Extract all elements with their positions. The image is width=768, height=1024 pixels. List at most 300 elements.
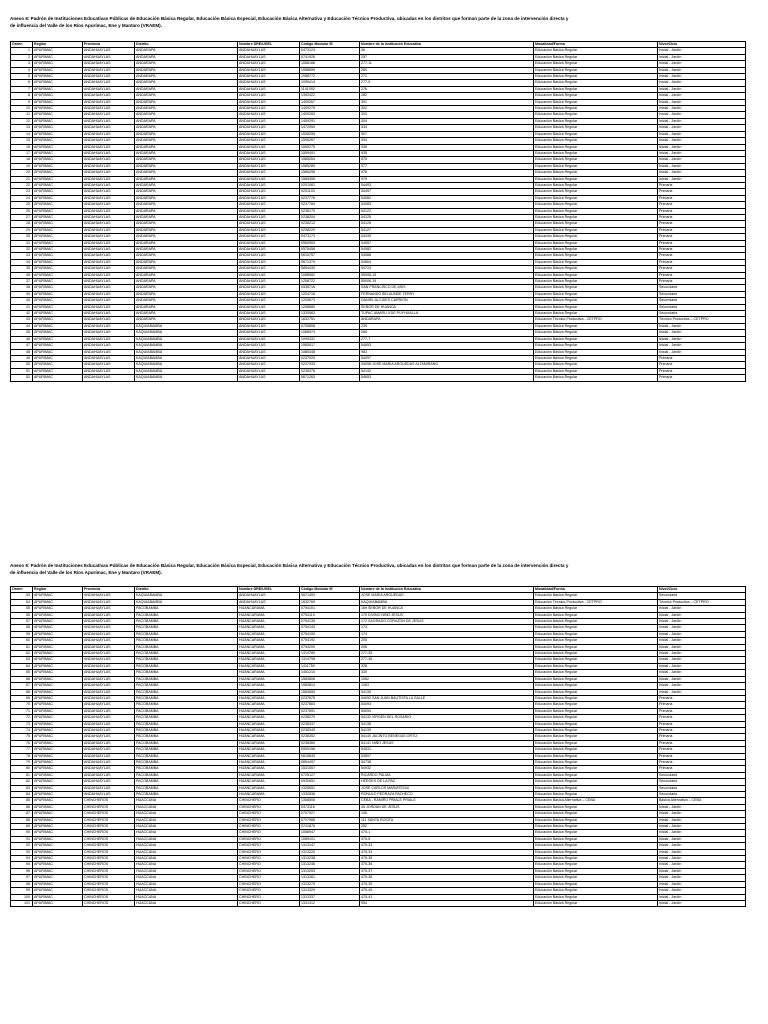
cell-nombre-ie: 174 (360, 631, 534, 637)
cell-provincia: ANDAHUAYLAS (83, 298, 135, 304)
cell-dre-ugel: HUANCARAMA (238, 792, 300, 798)
cell-region: APURIMAC (33, 785, 83, 791)
cell-modalidad: Educación Básica Regular (534, 247, 658, 253)
cell-orden: 92 (11, 843, 33, 849)
cell-provincia: ANDAHUAYLAS (83, 195, 135, 201)
cell-modalidad: Educación Básica Regular (534, 67, 658, 73)
cell-codigo-modular: 1330836 (300, 792, 360, 798)
cell-provincia: ANDAHUAYLAS (83, 753, 135, 759)
cell-modalidad: Educación Técnico-Productiva - CETPRO (534, 599, 658, 605)
cell-modalidad: Educación Básica Regular (534, 663, 658, 669)
cell-nombre-ie: 54557 (360, 240, 534, 246)
cell-nombre-ie: 1062 (360, 676, 534, 682)
cell-orden: 45 (11, 330, 33, 336)
cell-region: APURIMAC (33, 368, 83, 374)
cell-nivel-ciclo: Inicial - Jardín (658, 900, 746, 906)
cell-nombre-ie: 169 SEÑOR DE HUANCA (360, 606, 534, 612)
cell-nombre-ie: 54493 (360, 182, 534, 188)
cell-codigo-modular: 0754101 (300, 606, 360, 612)
cell-modalidad: Educación Básica Regular (534, 214, 658, 220)
cell-provincia: ANDAHUAYLAS (83, 375, 135, 381)
cell-nivel-ciclo: Inicial - Jardín (658, 61, 746, 67)
cell-distrito: HUACCANA (135, 868, 238, 874)
cell-orden: 52 (11, 375, 33, 381)
cell-nombre-ie: 170 DIVINO NIÑO JESUS (360, 612, 534, 618)
cell-codigo-modular: 1326651 (300, 785, 360, 791)
cell-nombre-ie: HEROES DE LA PAZ (360, 779, 534, 785)
cell-orden: 80 (11, 766, 33, 772)
cell-distrito: ANDARAPA (135, 259, 238, 265)
cell-dre-ugel: CHINCHERO (238, 804, 300, 810)
cell-codigo-modular: 1583814 (300, 683, 360, 689)
cell-nivel-ciclo: Primaria (658, 355, 746, 361)
cell-nombre-ie: 54653 (360, 343, 534, 349)
cell-nombre-ie: 54141 NIÑO JESUS (360, 740, 534, 746)
cell-region: APURIMAC (33, 240, 83, 246)
cell-modalidad: Educación Básica Regular (534, 80, 658, 86)
cell-modalidad: Educación Básica Regular (534, 593, 658, 599)
cell-nombre-ie: 54497 (360, 189, 534, 195)
cell-codigo-modular: 1451210 (300, 670, 360, 676)
cell-orden: 54 (11, 599, 33, 605)
cell-provincia: ANDAHUAYLAS (83, 740, 135, 746)
cell-modalidad: Educación Básica Regular (534, 766, 658, 772)
cell-nivel-ciclo: Primaria (658, 766, 746, 772)
cell-dre-ugel: CHINCHERO (238, 849, 300, 855)
cell-dre-ugel: HUANCARAMA (238, 657, 300, 663)
cell-codigo-modular: 1089101 (300, 836, 360, 842)
cell-dre-ugel: CHINCHERO (238, 843, 300, 849)
cell-distrito: ANDARAPA (135, 214, 238, 220)
cell-dre-ugel: ANDAHUAYLAS (238, 170, 300, 176)
cell-modalidad: Educación Básica Regular (534, 676, 658, 682)
cell-distrito: ANDARAPA (135, 118, 238, 124)
cell-modalidad: Educación Básica Regular (534, 753, 658, 759)
cell-nombre-ie: 328 (360, 663, 534, 669)
cell-nivel-ciclo: Inicial - Jardín (658, 875, 746, 881)
cell-dre-ugel: ANDAHUAYLAS (238, 214, 300, 220)
cell-distrito: KAQUIABAMBA (135, 355, 238, 361)
cell-provincia: ANDAHUAYLAS (83, 93, 135, 99)
cell-codigo-modular: 1090414 (300, 80, 360, 86)
cell-region: APURIMAC (33, 99, 83, 105)
cell-codigo-modular: 0505156 (300, 747, 360, 753)
cell-nivel-ciclo: Primaria (658, 715, 746, 721)
cell-provincia: CHINCHEROS (83, 817, 135, 823)
cell-nivel-ciclo: Inicial - Jardín (658, 619, 746, 625)
cell-provincia: ANDAHUAYLAS (83, 676, 135, 682)
cell-orden: 46 (11, 336, 33, 342)
cell-orden: 77 (11, 747, 33, 753)
cell-orden: 93 (11, 849, 33, 855)
cell-provincia: CHINCHEROS (83, 843, 135, 849)
cell-region: APURIMAC (33, 80, 83, 86)
cell-nivel-ciclo: Secundaria (658, 785, 746, 791)
cell-provincia: CHINCHEROS (83, 798, 135, 804)
cell-dre-ugel: ANDAHUAYLAS (238, 131, 300, 137)
cell-region: APURIMAC (33, 779, 83, 785)
cell-distrito: PACOBAMBA (135, 689, 238, 695)
cell-orden: 19 (11, 163, 33, 169)
cell-orden: 4 (11, 67, 33, 73)
cell-distrito: KAQUIABAMBA (135, 362, 238, 368)
cell-distrito: PACOBAMBA (135, 683, 238, 689)
cell-orden: 29 (11, 227, 33, 233)
cell-provincia: ANDAHUAYLAS (83, 170, 135, 176)
cell-codigo-modular: 1314798 (300, 657, 360, 663)
cell-modalidad: Educación Básica Regular (534, 266, 658, 272)
cell-codigo-modular: 0754200 (300, 644, 360, 650)
cell-nivel-ciclo: Inicial - Jardín (658, 48, 746, 54)
cell-provincia: ANDAHUAYLAS (83, 67, 135, 73)
cell-region: APURIMAC (33, 759, 83, 765)
cell-region: APURIMAC (33, 202, 83, 208)
cell-dre-ugel: HUANCARAMA (238, 676, 300, 682)
cell-distrito: HUACCANA (135, 900, 238, 906)
cell-nombre-ie: 475-34 (360, 849, 534, 855)
cell-dre-ugel: ANDAHUAYLAS (238, 375, 300, 381)
cell-dre-ugel: HUANCARAMA (238, 625, 300, 631)
cell-nivel-ciclo: Secundaria (658, 779, 746, 785)
cell-provincia: ANDAHUAYLAS (83, 785, 135, 791)
cell-nombre-ie: 54125 (360, 214, 534, 220)
cell-modalidad: Educación Básica Regular (534, 824, 658, 830)
cell-distrito: ANDARAPA (135, 99, 238, 105)
cell-nivel-ciclo: Inicial - Jardín (658, 112, 746, 118)
cell-dre-ugel: ANDAHUAYLAS (238, 259, 300, 265)
header-distrito: Distrito (135, 42, 238, 48)
cell-region: APURIMAC (33, 747, 83, 753)
cell-orden: 8 (11, 93, 33, 99)
cell-region: APURIMAC (33, 868, 83, 874)
cell-nombre-ie: 977 (360, 163, 534, 169)
cell-provincia: ANDAHUAYLAS (83, 125, 135, 131)
cell-modalidad: Educación Básica Regular (534, 144, 658, 150)
cell-distrito: ANDARAPA (135, 304, 238, 310)
cell-distrito: ANDARAPA (135, 221, 238, 227)
cell-modalidad: Educación Básica Regular (534, 131, 658, 137)
cell-provincia: CHINCHEROS (83, 875, 135, 881)
cell-modalidad: Educación Básica Regular (534, 708, 658, 714)
cell-dre-ugel: ANDAHUAYLAS (238, 362, 300, 368)
cell-nivel-ciclo: Inicial - Jardín (658, 606, 746, 612)
cell-dre-ugel: HUANCARAMA (238, 695, 300, 701)
cell-distrito: KAQUIABAMBA (135, 593, 238, 599)
cell-modalidad: Educación Básica Regular (534, 702, 658, 708)
cell-orden: 66 (11, 676, 33, 682)
cell-region: APURIMAC (33, 856, 83, 862)
cell-modalidad: Educación Básica Regular (534, 817, 658, 823)
cell-distrito: PACOBAMBA (135, 740, 238, 746)
cell-nombre-ie: 475-33 (360, 843, 534, 849)
cell-nivel-ciclo: Primaria (658, 227, 746, 233)
cell-dre-ugel: HUANCARAMA (238, 772, 300, 778)
cell-orden: 17 (11, 150, 33, 156)
cell-dre-ugel: ANDAHUAYLAS (238, 195, 300, 201)
cell-nombre-ie: 277-36 (360, 657, 534, 663)
header-modalidad: Modalidad/Forma (534, 42, 658, 48)
cell-nombre-ie: 54582 (360, 247, 534, 253)
cell-distrito: PACOBAMBA (135, 670, 238, 676)
cell-nivel-ciclo: Inicial - Jardín (658, 349, 746, 355)
cell-orden: 34 (11, 259, 33, 265)
cell-nivel-ciclo: Primaria (658, 375, 746, 381)
cell-codigo-modular: 1205673 (300, 298, 360, 304)
cell-codigo-modular: 0238352 (300, 734, 360, 740)
cell-distrito: ANDARAPA (135, 247, 238, 253)
cell-provincia: ANDAHUAYLAS (83, 61, 135, 67)
cell-region: APURIMAC (33, 894, 83, 900)
cell-orden: 72 (11, 715, 33, 721)
cell-orden: 50 (11, 362, 33, 368)
cell-nivel-ciclo: Inicial - Jardín (658, 824, 746, 830)
cell-nivel-ciclo: Primaria (658, 759, 746, 765)
cell-provincia: ANDAHUAYLAS (83, 182, 135, 188)
cell-codigo-modular: 0575456 (300, 247, 360, 253)
cell-distrito: HUACCANA (135, 856, 238, 862)
cell-modalidad: Educación Básica Alternativa – CEBA (534, 798, 658, 804)
cell-dre-ugel: HUANCARAMA (238, 721, 300, 727)
annex-title: Anexo 6: Padrón de Instituciones Educativas Públicas de Educación Básica Regular, Educación Básica Especial, Educación Básica Alternativa y Educación Técnico Productiva, ubicadas en los distritos que forman parte de la zona de intervención directa y de influencia del Valle de los Ríos Apurímac, Ene y Mantaro (VRAEM). (10, 563, 569, 575)
cell-dre-ugel: ANDAHUAYLAS (238, 157, 300, 163)
cell-modalidad: Educación Básica Regular (534, 182, 658, 188)
cell-dre-ugel: ANDAHUAYLAS (238, 74, 300, 80)
cell-nombre-ie: 935 (360, 150, 534, 156)
cell-region: APURIMAC (33, 824, 83, 830)
cell-codigo-modular: 0237891 (300, 708, 360, 714)
cell-dre-ugel: ANDAHUAYLAS (238, 86, 300, 92)
cell-nombre-ie: 106 (360, 811, 534, 817)
cell-nombre-ie: JOSE CARLOS MARIATEGUI (360, 785, 534, 791)
cell-codigo-modular: 1313261 (300, 875, 360, 881)
cell-modalidad: Educación Básica Regular (534, 54, 658, 60)
cell-distrito: ANDARAPA (135, 138, 238, 144)
cell-nombre-ie: 1063 (360, 683, 534, 689)
cell-nombre-ie: 54122 (360, 208, 534, 214)
cell-region: APURIMAC (33, 195, 83, 201)
cell-modalidad: Educación Básica Regular (534, 683, 658, 689)
cell-nombre-ie: 172 SAGRADO CORAZON DE JESUS (360, 619, 534, 625)
cell-nombre-ie: 54126 (360, 221, 534, 227)
cell-dre-ugel: ANDAHUAYLAS (238, 189, 300, 195)
cell-nivel-ciclo: Inicial - Jardín (658, 644, 746, 650)
cell-codigo-modular: 0707927 (300, 811, 360, 817)
cell-provincia: ANDAHUAYLAS (83, 311, 135, 317)
cell-modalidad: Educación Básica Regular (534, 747, 658, 753)
cell-region: APURIMAC (33, 343, 83, 349)
cell-codigo-modular: 1632769 (300, 599, 360, 605)
cell-orden: 13 (11, 125, 33, 131)
cell-modalidad: Educación Básica Regular (534, 86, 658, 92)
cell-region: APURIMAC (33, 849, 83, 855)
cell-nivel-ciclo: Secundaria (658, 291, 746, 297)
cell-distrito: ANDARAPA (135, 170, 238, 176)
cell-distrito: ANDARAPA (135, 291, 238, 297)
cell-modalidad: Educación Básica Regular (534, 785, 658, 791)
header-orden: Orden (11, 42, 33, 48)
cell-codigo-modular: 0238204 (300, 214, 360, 220)
cell-provincia: ANDAHUAYLAS (83, 772, 135, 778)
cell-nivel-ciclo: Primaria (658, 362, 746, 368)
cell-provincia: ANDAHUAYLAS (83, 150, 135, 156)
cell-nivel-ciclo: Inicial - Jardín (658, 676, 746, 682)
cell-codigo-modular: 0725127 (300, 772, 360, 778)
schools-table (10, 586, 746, 907)
cell-modalidad: Educación Básica Regular (534, 792, 658, 798)
cell-region: APURIMAC (33, 86, 83, 92)
cell-modalidad: Educación Básica Regular (534, 362, 658, 368)
cell-modalidad: Educación Básica Regular (534, 811, 658, 817)
cell-codigo-modular: 1538255 (300, 131, 360, 137)
cell-orden: 38 (11, 285, 33, 291)
cell-orden: 36 (11, 272, 33, 278)
cell-dre-ugel: ANDAHUAYLAS (238, 330, 300, 336)
cell-codigo-modular: 1330562 (300, 311, 360, 317)
cell-distrito: PACOBAMBA (135, 676, 238, 682)
cell-provincia: ANDAHUAYLAS (83, 285, 135, 291)
cell-nivel-ciclo: Primaria (658, 266, 746, 272)
cell-nivel-ciclo: Primaria (658, 221, 746, 227)
cell-codigo-modular: 1204718 (300, 291, 360, 297)
cell-nivel-ciclo: Secundaria (658, 298, 746, 304)
cell-distrito: ANDARAPA (135, 150, 238, 156)
cell-modalidad: Educación Básica Regular (534, 375, 658, 381)
cell-nivel-ciclo: Inicial - Jardín (658, 836, 746, 842)
cell-region: APURIMAC (33, 888, 83, 894)
cell-dre-ugel: ANDAHUAYLAS (238, 125, 300, 131)
cell-orden: 97 (11, 875, 33, 881)
cell-region: APURIMAC (33, 125, 83, 131)
cell-provincia: ANDAHUAYLAS (83, 612, 135, 618)
cell-nombre-ie: 54139 (360, 689, 534, 695)
cell-orden: 28 (11, 221, 33, 227)
cell-nombre-ie: 979 (360, 176, 534, 182)
cell-provincia: ANDAHUAYLAS (83, 715, 135, 721)
cell-distrito: PACOBAMBA (135, 792, 238, 798)
cell-provincia: ANDAHUAYLAS (83, 279, 135, 285)
cell-provincia: ANDAHUAYLAS (83, 336, 135, 342)
cell-dre-ugel: ANDAHUAYLAS (238, 368, 300, 374)
cell-region: APURIMAC (33, 291, 83, 297)
cell-dre-ugel: ANDAHUAYLAS (238, 593, 300, 599)
cell-nivel-ciclo: Inicial - Jardín (658, 54, 746, 60)
cell-orden: 100 (11, 894, 33, 900)
cell-nivel-ciclo: Inicial - Jardín (658, 93, 746, 99)
cell-provincia: ANDAHUAYLAS (83, 766, 135, 772)
cell-nombre-ie: SAN FRANCISCO DE ASIS (360, 285, 534, 291)
cell-region: APURIMAC (33, 349, 83, 355)
cell-modalidad: Educación Básica Regular (534, 150, 658, 156)
header-orden: Orden (11, 587, 33, 593)
cell-distrito: ANDARAPA (135, 227, 238, 233)
cell-nombre-ie: 54588 (360, 253, 534, 259)
cell-orden: 69 (11, 695, 33, 701)
cell-nivel-ciclo: Primaria (658, 753, 746, 759)
cell-nivel-ciclo: Inicial - Jardín (658, 131, 746, 137)
cell-nivel-ciclo: Inicial - Jardín (658, 323, 746, 329)
cell-nivel-ciclo: Inicial - Jardín (658, 811, 746, 817)
cell-region: APURIMAC (33, 336, 83, 342)
cell-region: APURIMAC (33, 67, 83, 73)
cell-provincia: ANDAHUAYLAS (83, 747, 135, 753)
cell-dre-ugel: HUANCARAMA (238, 702, 300, 708)
cell-dre-ugel: CHINCHERO (238, 875, 300, 881)
cell-codigo-modular: 0854430 (300, 266, 360, 272)
cell-dre-ugel: HUANCARAMA (238, 612, 300, 618)
cell-region: APURIMAC (33, 862, 83, 868)
cell-region: APURIMAC (33, 644, 83, 650)
cell-distrito: PACOBAMBA (135, 631, 238, 637)
cell-provincia: ANDAHUAYLAS (83, 708, 135, 714)
cell-distrito: PACOBAMBA (135, 715, 238, 721)
cell-region: APURIMAC (33, 792, 83, 798)
cell-codigo-modular: 0238279 (300, 715, 360, 721)
cell-dre-ugel: CHINCHERO (238, 881, 300, 887)
cell-nivel-ciclo: Primaria (658, 279, 746, 285)
cell-region: APURIMAC (33, 330, 83, 336)
cell-region: APURIMAC (33, 208, 83, 214)
cell-region: APURIMAC (33, 259, 83, 265)
cell-nivel-ciclo: Inicial - Jardín (658, 663, 746, 669)
cell-nivel-ciclo: Básica Alternativa – CEBA (658, 798, 746, 804)
cell-distrito: PACOBAMBA (135, 638, 238, 644)
cell-region: APURIMAC (33, 683, 83, 689)
cell-provincia: ANDAHUAYLAS (83, 349, 135, 355)
cell-region: APURIMAC (33, 881, 83, 887)
cell-modalidad: Educación Básica Regular (534, 285, 658, 291)
cell-modalidad: Educación Técnico-Productiva - CETPRO (534, 317, 658, 323)
cell-provincia: ANDAHUAYLAS (83, 157, 135, 163)
cell-region: APURIMAC (33, 676, 83, 682)
cell-modalidad: Educación Básica Regular (534, 657, 658, 663)
cell-nombre-ie: 54531 (360, 747, 534, 753)
cell-orden: 70 (11, 702, 33, 708)
cell-modalidad: Educación Básica Regular (534, 727, 658, 733)
cell-nivel-ciclo: Inicial - Jardín (658, 150, 746, 156)
cell-modalidad: Educación Básica Regular (534, 888, 658, 894)
cell-nombre-ie: 975 (360, 157, 534, 163)
cell-dre-ugel: HUANCARAMA (238, 689, 300, 695)
cell-nivel-ciclo: Primaria (658, 189, 746, 195)
cell-distrito: ANDARAPA (135, 106, 238, 112)
cell-nombre-ie: 205 (360, 638, 534, 644)
cell-region: APURIMAC (33, 734, 83, 740)
cell-dre-ugel: HUANCARAMA (238, 727, 300, 733)
cell-nivel-ciclo: Técnico Productiva – CETPRO (658, 599, 746, 605)
cell-codigo-modular: 0238220 (300, 227, 360, 233)
cell-nivel-ciclo: Secundaria (658, 311, 746, 317)
cell-dre-ugel: CHINCHERO (238, 798, 300, 804)
cell-region: APURIMAC (33, 214, 83, 220)
cell-provincia: ANDAHUAYLAS (83, 291, 135, 297)
cell-dre-ugel: ANDAHUAYLAS (238, 304, 300, 310)
cell-modalidad: Educación Básica Regular (534, 298, 658, 304)
cell-modalidad: Educación Básica Regular (534, 856, 658, 862)
cell-nivel-ciclo: Inicial - Jardín (658, 817, 746, 823)
cell-nombre-ie: 54664 (360, 259, 534, 265)
cell-codigo-modular: 0238170 (300, 208, 360, 214)
cell-nombre-ie: 954 (360, 900, 534, 906)
cell-orden: 10 (11, 106, 33, 112)
cell-modalidad: Educación Básica Regular (534, 99, 658, 105)
cell-dre-ugel: ANDAHUAYLAS (238, 272, 300, 278)
cell-provincia: CHINCHEROS (83, 888, 135, 894)
cell-region: APURIMAC (33, 362, 83, 368)
cell-nombre-ie: 978 (360, 170, 534, 176)
cell-codigo-modular: 0238212 (300, 221, 360, 227)
header-nombre-ie: Nombre de la Institución Educativa (360, 587, 534, 593)
cell-codigo-modular: 0535716 (300, 285, 360, 291)
